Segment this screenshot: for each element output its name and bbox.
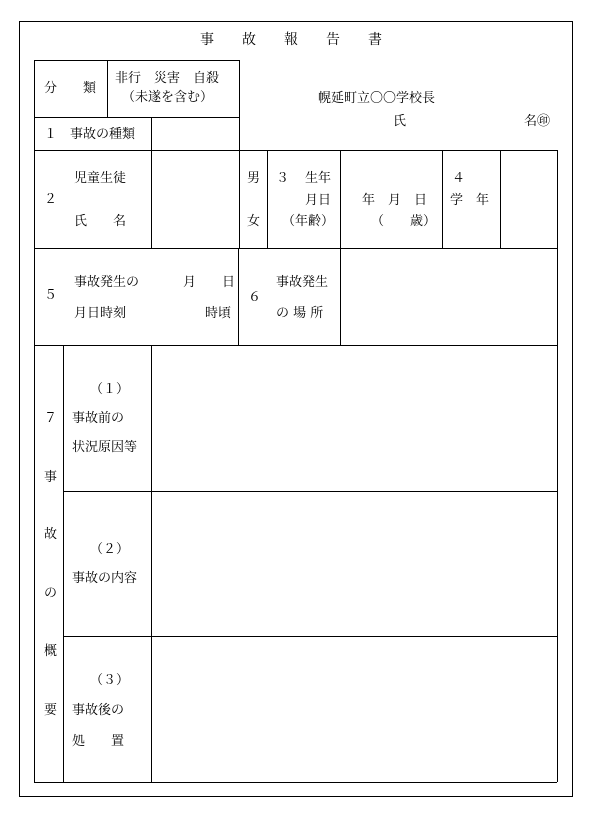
overview-vertical-char-5: 要 xyxy=(44,703,58,718)
overview-sub3-label-line1: 事故後の xyxy=(72,703,125,718)
age-entry[interactable]: （ 歳） xyxy=(371,214,437,229)
birth-label-line2: 月日 xyxy=(305,193,332,208)
overview-sub1-number: （１） xyxy=(90,382,130,397)
overview-sub3-number: （３） xyxy=(90,673,130,688)
birth-date-entry[interactable]: 年 月 日 xyxy=(362,193,428,208)
table-bottom-line xyxy=(34,782,557,783)
overview-section-number: ７ xyxy=(44,411,58,426)
overview-sub1-label-line2: 状況原因等 xyxy=(72,440,138,455)
overview-vertical-char-3: の xyxy=(44,586,58,601)
occurrence-label-line1: 事故発生の xyxy=(74,275,140,290)
place-label-line2: の 場 所 xyxy=(276,306,324,321)
school-principal-label: 幌延町立〇〇学校長 xyxy=(318,91,436,106)
gender-male-label: 男 xyxy=(247,171,261,186)
row2-divider-3 xyxy=(267,150,268,248)
table-right-line xyxy=(557,150,558,782)
classification-options-line2: （未遂を含む） xyxy=(122,90,214,105)
overview-divider-1 xyxy=(63,345,64,782)
place-section-number: ６ xyxy=(248,290,262,305)
row5-divider-1 xyxy=(238,248,239,345)
accident-type-field[interactable] xyxy=(152,118,238,149)
grade-section-number: ４ xyxy=(452,171,466,186)
occurrence-label-line2: 月日時刻 xyxy=(74,306,127,321)
classification-label: 分 類 xyxy=(44,81,97,96)
student-section-number: ２ xyxy=(44,192,58,207)
header-right-line xyxy=(239,60,240,150)
birth-section-number: ３ xyxy=(276,171,290,186)
occurrence-section-number: ５ xyxy=(44,288,58,303)
row2-divider-5 xyxy=(442,150,443,248)
place-label-line1: 事故発生 xyxy=(276,275,329,290)
student-name-field[interactable] xyxy=(152,151,238,247)
row2-divider-4 xyxy=(340,150,341,248)
report-title: 事 故 報 告 書 xyxy=(200,32,382,48)
overview-sub2-number: （２） xyxy=(90,542,130,557)
overview-sub2-label-line1: 事故の内容 xyxy=(72,571,138,586)
occurrence-time-entry[interactable]: 時頃 xyxy=(205,306,232,321)
table-top-line xyxy=(34,60,240,61)
accident-details-field[interactable] xyxy=(152,492,556,635)
occurrence-date-entry[interactable]: 月 日 xyxy=(183,275,236,290)
row2-top-line xyxy=(34,150,557,151)
post-accident-actions-field[interactable] xyxy=(152,637,556,781)
class-divider-line xyxy=(107,60,108,117)
classification-options-line1: 非行 災害 自殺 xyxy=(115,71,220,86)
table-left-line xyxy=(34,60,35,782)
overview-vertical-char-1: 事 xyxy=(44,470,58,485)
student-label-line1: 児童生徒 xyxy=(74,171,127,186)
name-seal-label: 名㊞ xyxy=(524,114,551,129)
name-label: 氏 xyxy=(393,114,407,129)
birth-label-line1: 生年 xyxy=(305,171,332,186)
student-label-line2: 氏 名 xyxy=(74,214,127,229)
overview-sub1-label-line1: 事故前の xyxy=(72,411,125,426)
occurrence-place-field[interactable] xyxy=(341,249,556,344)
accident-type-label: １ 事故の種類 xyxy=(44,127,136,142)
grade-field[interactable] xyxy=(501,151,556,247)
grade-label: 学 年 xyxy=(450,193,490,208)
overview-vertical-char-4: 概 xyxy=(44,644,58,659)
overview-sub3-label-line2: 処 置 xyxy=(72,734,125,749)
row2-divider-2 xyxy=(239,150,240,248)
pre-accident-circumstances-field[interactable] xyxy=(152,346,556,490)
gender-female-label: 女 xyxy=(247,214,261,229)
birth-label-line3: （年齢） xyxy=(282,214,335,229)
overview-vertical-char-2: 故 xyxy=(44,527,58,542)
